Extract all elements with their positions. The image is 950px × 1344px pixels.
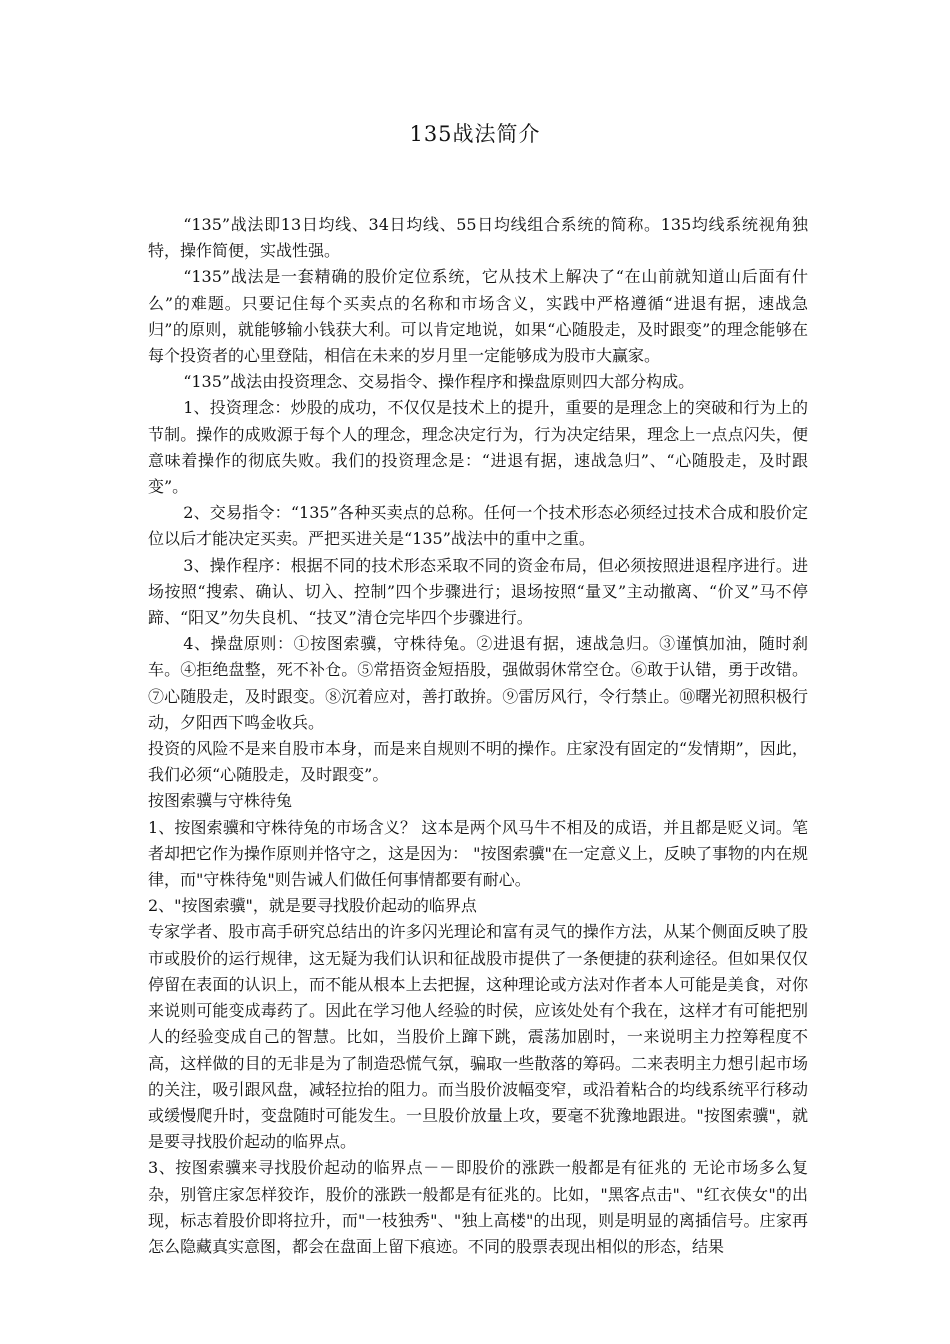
- paragraph-investment-risk: 投资的风险不是来自股市本身，而是来自规则不明的操作。庄家没有固定的“发情期”，因此，我们必须“心随股走，及时跟变”。: [148, 739, 808, 785]
- paragraph-expert-theory: 专家学者、股市高手研究总结出的许多闪光理论和富有灵气的操作方法，从某个侧面反映了股市或股价的运行规律，这无疑为我们认识和征战股市提供了一条便捷的获利途径。但如果仅仅停留在表面的认识上，而不能从根本上去把握，这种理论或方法对作者本人可能是美食，对你来说则可能变成毒药了。因此在学习他人经验的时侯，应该处处有个我在，这样才有可能把别人的经验变成自己的智慧。比如，当股价上蹿下跳，震荡加剧时，一来说明主力控筹程度不高，这样做的目的无非是为了制造恐慌气氛，骗取一些散落的筹码。二来表明主力想引起市场的关注，吸引跟风盘，减轻拉抬的阻力。而当股价波幅变窄，或沿着粘合的均线系统平行移动或缓慢爬升时，变盘随时可能发生。一旦股价放量上攻，要毫不犹豫地跟进。"按图索骥"，就是要寻找股价起动的临界点。: [148, 922, 808, 1152]
- paragraph-price-signals: 3、按图索骥来寻找股价起动的临界点－－即股价的涨跌一般都是有征兆的 无论市场多么复杂，别管庄家怎样狡诈，股价的涨跌一般都是有征兆的。比如，"黑客点击"、"红衣侠女"的出现，标志着股价即将拉升，而"一枝独秀"、"独上高楼"的出现，则是明显的离插信号。庄家再怎么隐藏真实意图，都会在盘面上留下痕迹。不同的股票表现出相似的形态，结果: [148, 1158, 808, 1256]
- paragraph-positioning-system: “135”战法是一套精确的股价定位系统，它从技术上解决了“在山前就知道山后面有什么”的难题。只要记住每个买卖点的名称和市场含义，实践中严格遵循“进退有据，速战急归”的原则，就能够输小钱获大利。可以肯定地说，如果“心随股走，及时跟变”的理念能够在每个投资者的心里登陆，相信在未来的岁月里一定能够成为股市大赢家。: [148, 267, 808, 366]
- document-title: 135战法简介: [409, 122, 541, 146]
- subheading-critical-point: 2、"按图索骥"，就是要寻找股价起动的临界点: [148, 896, 477, 916]
- paragraph-trading-orders: 2、交易指令：“135”各种买卖点的总称。任何一个技术形态必须经过技术合成和股价定位以后才能决定买卖。严把买进关是“135”战法中的重中之重。: [148, 503, 808, 549]
- paragraph-intro: “135”战法即13日均线、34日均线、55日均线组合系统的简称。135均线系统视角独特，操作简便，实战性强。: [148, 215, 808, 261]
- document-body: [148, 212, 808, 1260]
- paragraph-trading-principles: 4、操盘原则：①按图索骥，守株待兔。②进退有据，速战急归。③谨慎加油，随时刹车。④拒绝盘整，死不补仓。⑤常捂资金短捂股，强做弱休常空仓。⑥敢于认错，勇于改错。⑦心随股走，及时跟变。⑧沉着应对，善打敢拚。⑨雷厉风行，令行禁止。⑩曙光初照积极行动，夕阳西下鸣金收兵。: [148, 634, 808, 732]
- paragraph-operating-procedure: 3、操作程序：根据不同的技术形态采取不同的资金布局，但必须按照进退程序进行。进场按照“搜索、确认、切入、控制”四个步骤进行；退场按照“量叉”主动撤离、“价叉”马不停蹄、“阳叉”勿失良机、“技叉”清仓完毕四个步骤进行。: [148, 555, 808, 628]
- paragraph-four-parts: “135”战法由投资理念、交易指令、操作程序和操盘原则四大部分构成。: [183, 372, 695, 392]
- paragraph-investment-philosophy: 1、投资理念：炒股的成功，不仅仅是技术上的提升，重要的是理念上的突破和行为上的节制。操作的成败源于每个人的理念，理念决定行为，行为决定结果，理念上一点点闪失，便意味着操作的彻底失败。我们的投资理念是：“进退有据，速战急归”、“心随股走，及时跟变”。: [148, 398, 808, 497]
- section-heading: 按图索骥与守株待兔: [148, 791, 293, 811]
- paragraph-market-meaning: 1、按图索骥和守株待兔的市场含义？ 这本是两个风马牛不相及的成语，并且都是贬义词。笔者却把它作为操作原则并恪守之，这是因为： "按图索骥"在一定意义上，反映了事物的内在规律，而"守株待兔"则告诫人们做任何事情都要有耐心。: [148, 817, 808, 890]
